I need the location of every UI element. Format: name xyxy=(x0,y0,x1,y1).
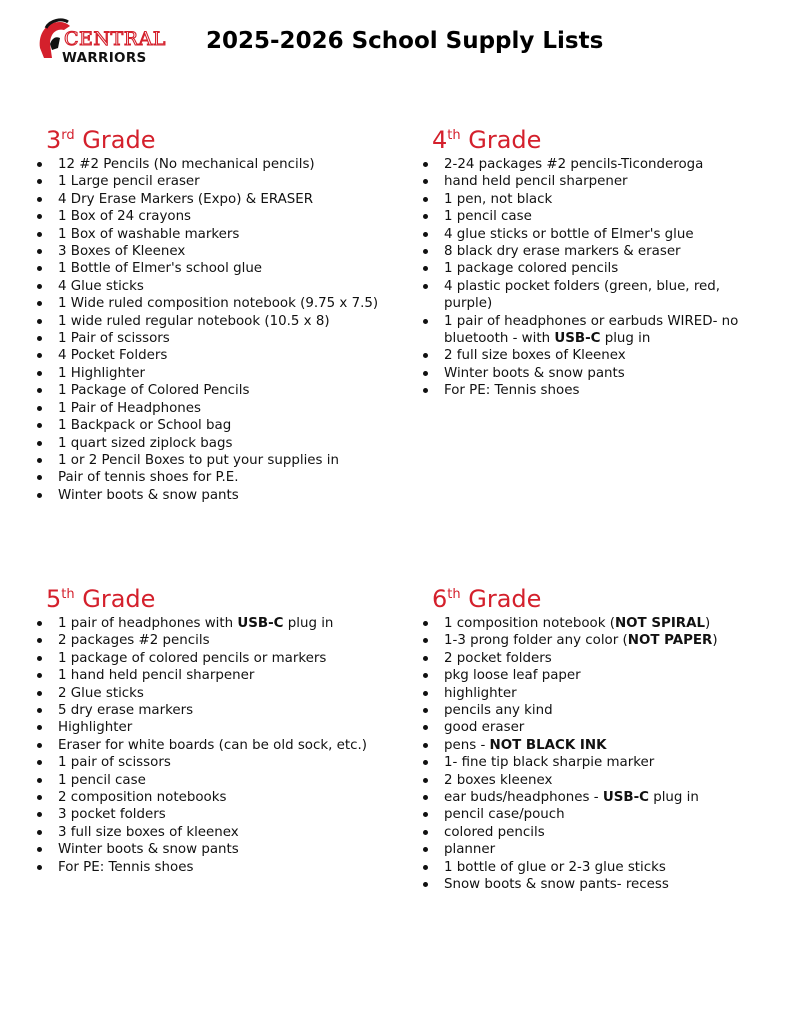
supply-item: 1 bottle of glue or 2-3 glue sticks xyxy=(432,859,772,876)
supply-item: 4 Dry Erase Markers (Expo) & ERASER xyxy=(46,191,391,208)
logo-wordmark-top: CENTRAL xyxy=(64,28,166,50)
supply-item: 1 Package of Colored Pencils xyxy=(46,382,391,399)
supply-item: pencils any kind xyxy=(432,702,772,719)
supply-item: 1 pair of headphones with USB-C plug in xyxy=(46,615,391,632)
supply-item: 4 plastic pocket folders (green, blue, red, purple) xyxy=(432,278,772,313)
supply-item: 1 Pair of Headphones xyxy=(46,400,391,417)
supply-list xyxy=(432,615,772,894)
logo-wordmark-bottom: WARRIORS xyxy=(62,50,147,66)
school-logo xyxy=(34,18,166,70)
supply-item: 1 Highlighter xyxy=(46,365,391,382)
supply-item: 1 pencil case xyxy=(46,772,391,789)
grade-number: 4 xyxy=(432,126,448,154)
supply-item: 1 pair of scissors xyxy=(46,754,391,771)
grade-ordinal-suffix: th xyxy=(447,587,461,602)
supply-item: 1 package colored pencils xyxy=(432,260,772,277)
grade-3-section xyxy=(46,124,391,504)
supply-item: 3 pocket folders xyxy=(46,806,391,823)
supply-item: 12 #2 Pencils (No mechanical pencils) xyxy=(46,156,391,173)
supply-item: pencil case/pouch xyxy=(432,806,772,823)
supply-item: For PE: Tennis shoes xyxy=(432,382,772,399)
supply-item: pens - NOT BLACK INK xyxy=(432,737,772,754)
supply-item: 2 pocket folders xyxy=(432,650,772,667)
grade-4-section xyxy=(432,124,772,400)
supply-item: good eraser xyxy=(432,719,772,736)
supply-item: 2 full size boxes of Kleenex xyxy=(432,347,772,364)
supply-item: 1 hand held pencil sharpener xyxy=(46,667,391,684)
supply-item: pkg loose leaf paper xyxy=(432,667,772,684)
emphasis-text: USB-C xyxy=(554,331,601,347)
supply-item: Eraser for white boards (can be old sock, etc.) xyxy=(46,737,391,754)
supply-item: 1 Pair of scissors xyxy=(46,330,391,347)
supply-item: 1 quart sized ziplock bags xyxy=(46,435,391,452)
supply-item: 2 boxes kleenex xyxy=(432,772,772,789)
grade-number: 3 xyxy=(46,126,62,154)
supply-item: 1 wide ruled regular notebook (10.5 x 8) xyxy=(46,313,391,330)
supply-item: 4 glue sticks or bottle of Elmer's glue xyxy=(432,226,772,243)
supply-item: highlighter xyxy=(432,685,772,702)
supply-item: 1 composition notebook (NOT SPIRAL) xyxy=(432,615,772,632)
supply-item: Pair of tennis shoes for P.E. xyxy=(46,469,391,486)
supply-item: 1 Wide ruled composition notebook (9.75 x 7.5) xyxy=(46,295,391,312)
supply-item: 3 full size boxes of kleenex xyxy=(46,824,391,841)
supply-item: For PE: Tennis shoes xyxy=(46,859,391,876)
grade-ordinal-suffix: th xyxy=(61,587,75,602)
supply-item: Snow boots & snow pants- recess xyxy=(432,876,772,893)
page-title: 2025-2026 School Supply Lists xyxy=(206,28,604,54)
supply-item: 2-24 packages #2 pencils-Ticonderoga xyxy=(432,156,772,173)
supply-item: 8 black dry erase markers & eraser xyxy=(432,243,772,260)
supply-item: Winter boots & snow pants xyxy=(46,841,391,858)
emphasis-text: NOT SPIRAL xyxy=(614,616,706,631)
grade-number: 5 xyxy=(46,585,62,613)
supply-item: 1 Large pencil eraser xyxy=(46,173,391,190)
grade-word: Grade xyxy=(74,585,156,613)
grade-heading xyxy=(46,583,391,615)
grade-heading xyxy=(432,583,772,615)
supply-item: 1 Box of 24 crayons xyxy=(46,208,391,225)
supply-item: planner xyxy=(432,841,772,858)
emphasis-text: USB-C xyxy=(237,616,284,631)
supply-item: Winter boots & snow pants xyxy=(46,487,391,504)
supply-item: 1 Bottle of Elmer's school glue xyxy=(46,260,391,277)
grade-word: Grade xyxy=(460,126,542,154)
supply-item: 4 Glue sticks xyxy=(46,278,391,295)
supply-list xyxy=(432,156,772,400)
supply-item: Highlighter xyxy=(46,719,391,736)
grade-ordinal-suffix: rd xyxy=(61,128,75,143)
supply-item: colored pencils xyxy=(432,824,772,841)
supply-item: 1 pair of headphones or earbuds WIRED- no bluetooth - with USB-C plug in xyxy=(432,313,772,348)
supply-item: 4 Pocket Folders xyxy=(46,347,391,364)
supply-item: 1- fine tip black sharpie marker xyxy=(432,754,772,771)
supply-item: 1 pencil case xyxy=(432,208,772,225)
supply-item: 1-3 prong folder any color (NOT PAPER) xyxy=(432,632,772,649)
supply-item: 1 package of colored pencils or markers xyxy=(46,650,391,667)
supply-list xyxy=(46,156,391,504)
supply-item: ear buds/headphones - USB-C plug in xyxy=(432,789,772,806)
supply-item: 2 composition notebooks xyxy=(46,789,391,806)
supply-item: 2 Glue sticks xyxy=(46,685,391,702)
grade-ordinal-suffix: th xyxy=(447,128,461,143)
supply-list xyxy=(46,615,391,876)
grade-number: 6 xyxy=(432,585,448,613)
supply-item: 3 Boxes of Kleenex xyxy=(46,243,391,260)
supply-item: 1 pen, not black xyxy=(432,191,772,208)
supply-item: hand held pencil sharpener xyxy=(432,173,772,190)
grade-6-section xyxy=(432,583,772,894)
emphasis-text: USB-C xyxy=(602,790,649,806)
grade-word: Grade xyxy=(74,126,156,154)
supply-item: 1 or 2 Pencil Boxes to put your supplies in xyxy=(46,452,391,469)
grade-heading xyxy=(46,124,391,156)
grade-word: Grade xyxy=(460,585,542,613)
emphasis-text: NOT PAPER xyxy=(627,633,713,649)
grade-heading xyxy=(432,124,772,156)
supply-item: 1 Box of washable markers xyxy=(46,226,391,243)
supply-item: 1 Backpack or School bag xyxy=(46,417,391,434)
supply-item: 5 dry erase markers xyxy=(46,702,391,719)
supply-item: Winter boots & snow pants xyxy=(432,365,772,382)
supply-item: 2 packages #2 pencils xyxy=(46,632,391,649)
grade-5-section xyxy=(46,583,391,876)
emphasis-text: NOT BLACK INK xyxy=(489,737,607,753)
